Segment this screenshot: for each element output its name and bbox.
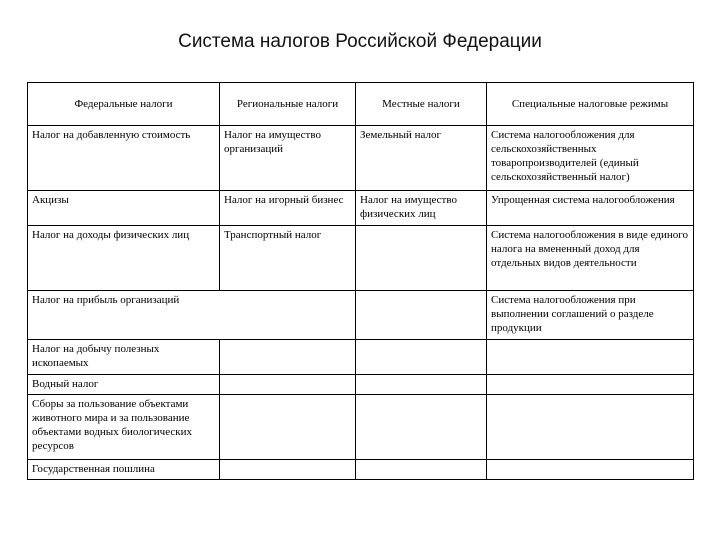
- federal-tax-cell: Сборы за пользование объектами животного мира и за пользование объектами водных биологических ресурсов: [28, 395, 220, 460]
- empty-cell: [487, 340, 694, 375]
- regional-tax-cell: Налог на имущество организаций: [220, 126, 356, 191]
- header-regional: Региональные налоги: [220, 83, 356, 126]
- tax-system-table: [27, 82, 694, 480]
- table-row: [28, 395, 694, 460]
- table-header-row: [28, 83, 694, 126]
- table-row: [28, 226, 694, 291]
- special-regime-cell: Система налогообложения для сельскохозяйственных товаропроизводителей (единый сельскохозяйственный налог): [487, 126, 694, 191]
- header-local: Местные налоги: [356, 83, 487, 126]
- special-regime-cell: Система налогообложения при выполнении соглашений о разделе продукции: [487, 291, 694, 340]
- federal-tax-cell: Налог на прибыль организаций: [28, 291, 356, 340]
- page-title: Система налогов Российской Федерации: [178, 31, 542, 52]
- local-tax-cell: Налог на имущество физических лиц: [356, 191, 487, 226]
- header-special: Специальные налоговые режимы: [487, 83, 694, 126]
- table-row: [28, 126, 694, 191]
- table-row: [28, 191, 694, 226]
- federal-tax-cell: Налог на доходы физических лиц: [28, 226, 220, 291]
- empty-cell: [220, 340, 356, 375]
- regional-tax-cell: Транспортный налог: [220, 226, 356, 291]
- empty-cell: [487, 460, 694, 480]
- table-row: [28, 340, 694, 375]
- empty-cell: [356, 375, 487, 395]
- empty-cell: [356, 226, 487, 291]
- local-tax-cell: Земельный налог: [356, 126, 487, 191]
- empty-cell: [356, 340, 487, 375]
- federal-tax-cell: Налог на добычу полезных ископаемых: [28, 340, 220, 375]
- empty-cell: [487, 375, 694, 395]
- table-row: [28, 375, 694, 395]
- special-regime-cell: Упрощенная система налогообложения: [487, 191, 694, 226]
- table-row: [28, 291, 694, 340]
- empty-cell: [220, 460, 356, 480]
- table-row: [28, 460, 694, 480]
- federal-tax-cell: Водный налог: [28, 375, 220, 395]
- empty-cell: [356, 291, 487, 340]
- federal-tax-cell: Налог на добавленную стоимость: [28, 126, 220, 191]
- empty-cell: [220, 375, 356, 395]
- federal-tax-cell: Акцизы: [28, 191, 220, 226]
- empty-cell: [356, 460, 487, 480]
- empty-cell: [356, 395, 487, 460]
- empty-cell: [487, 395, 694, 460]
- empty-cell: [220, 395, 356, 460]
- regional-tax-cell: Налог на игорный бизнес: [220, 191, 356, 226]
- special-regime-cell: Система налогообложения в виде единого налога на вмененный доход для отдельных видов деятельности: [487, 226, 694, 291]
- federal-tax-cell: Государственная пошлина: [28, 460, 220, 480]
- header-federal: Федеральные налоги: [28, 83, 220, 126]
